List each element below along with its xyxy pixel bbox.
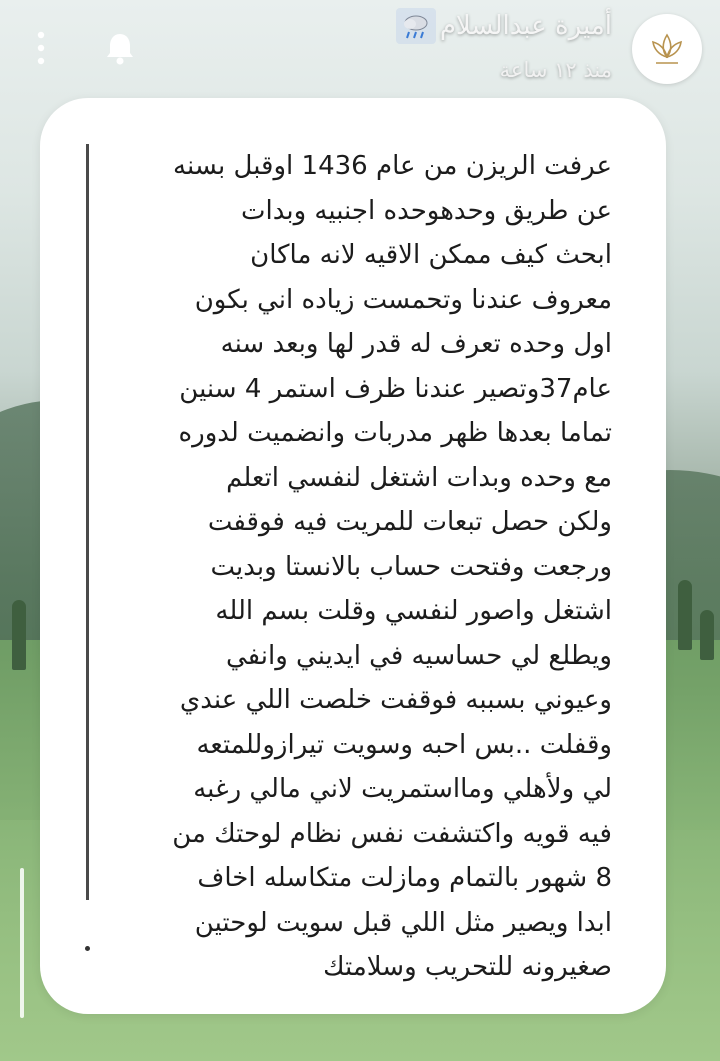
background-tree: [700, 610, 714, 660]
text-cursor-dot: [85, 946, 90, 951]
logo-lotus-icon: [641, 23, 693, 75]
message-line: وعيوني بسببه فوقفت خلصت اللي عندي: [179, 685, 612, 715]
message-line: ابدا ويصير مثل اللي قبل سويت لوحتين: [194, 907, 612, 938]
vertical-dots-icon: [36, 28, 46, 68]
message-line: تماما بعدها ظهر مدربات وانضميت لدوره: [178, 418, 612, 448]
message-line: ورجعت وفتحت حساب بالانستا وبديت: [210, 551, 612, 582]
message-line: وقفلت ..بس احبه وسويت تيرازوللمتعه: [196, 729, 612, 760]
message-line: اول وحده تعرف له قدر لها وبعد سنه: [220, 329, 612, 359]
background-tree: [678, 580, 692, 650]
post-timestamp: منذ ١٢ ساعة: [499, 58, 612, 82]
scroll-indicator[interactable]: [20, 868, 24, 1018]
message-line: عن طريق وحدهوحده اجنبيه وبدات: [241, 195, 612, 226]
username[interactable]: أميرة عبدالسلام: [439, 11, 612, 41]
message-line: عرفت الريزن من عام 1436 اوقبل بسنه: [173, 151, 612, 181]
username-row[interactable]: [396, 8, 612, 44]
message-line: اشتغل واصور لنفسي وقلت بسم الله: [215, 596, 612, 626]
message-line: صغيرونه للتحريب وسلامتك: [323, 952, 612, 982]
message-card: [40, 98, 666, 1014]
message-line: معروف عندنا وتحمست زياده اني بكون: [194, 284, 612, 315]
message-line: ولكن حصل تبعات للمريت فيه فوقفت: [207, 507, 612, 537]
message-line: 8 شهور بالتمام ومازلت متكاسله اخاف: [197, 863, 612, 893]
message-text: [102, 144, 612, 990]
message-line: ويطلع لي حساسيه في ايديني وانفي: [225, 640, 612, 671]
notification-bell-button[interactable]: [96, 24, 144, 72]
more-options-button[interactable]: [26, 24, 56, 72]
message-line: لي ولأهلي ومااستمريت لاني مالي رغبه: [193, 774, 612, 804]
message-line: فيه قويه واكتشفت نفس نظام لوحتك من: [172, 818, 612, 849]
cloud-with-rain-icon: [396, 8, 436, 44]
quote-bar: [86, 144, 89, 900]
message-line: ابحث كيف ممكن الاقيه لانه ماكان: [250, 240, 612, 270]
message-line: مع وحده وبدات اشتغل لنفسي اتعلم: [226, 462, 612, 493]
message-line: عام37وتصير عندنا ظرف استمر 4 سنين: [179, 373, 612, 404]
background-tree: [12, 600, 26, 670]
bell-icon: [100, 28, 140, 68]
profile-avatar[interactable]: [632, 14, 702, 84]
